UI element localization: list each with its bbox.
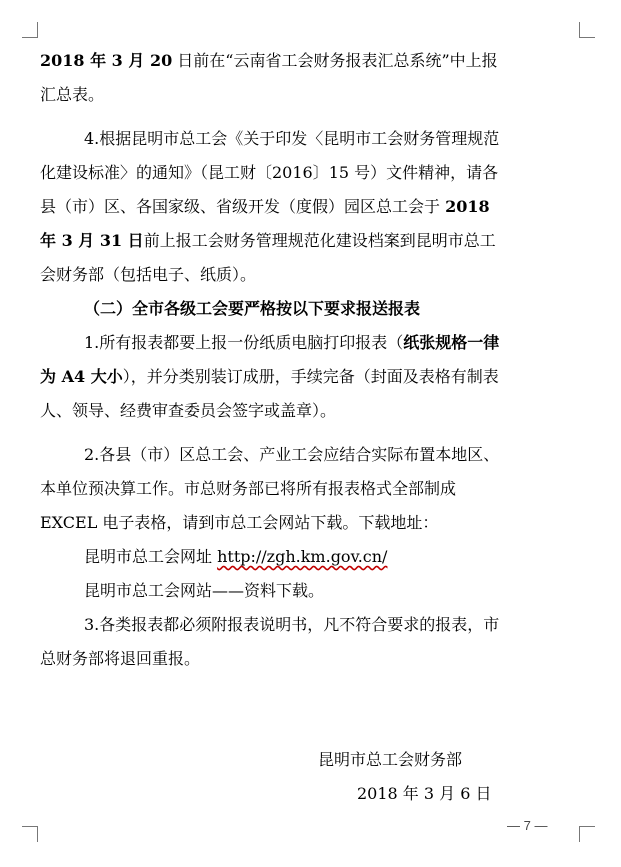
page-number: — 7 — (507, 818, 548, 833)
text-segment: 纸张规格一律 (403, 333, 500, 352)
text-line (40, 162, 498, 184)
crop-mark-top-right (579, 22, 595, 38)
text-line (40, 400, 336, 422)
text-line (40, 84, 104, 106)
text-line (84, 332, 499, 354)
text-segment: 会财务部（包括电子、纸质）。 (40, 265, 257, 284)
text-segment: 汇总表。 (40, 85, 105, 104)
text-line (40, 196, 490, 218)
text-segment: 2018 (445, 197, 490, 216)
text-line (40, 478, 456, 500)
text-segment: 昆明市总工会网站——资料下载。 (84, 581, 325, 600)
text-segment: ），并分类别装订成册，手续完备（封面及表格有制表 (122, 367, 499, 386)
text-segment: 2018 年 3 月 20 (40, 51, 173, 70)
text-segment: 前上报工会财务管理规范化建设档案到昆明市总工 (143, 231, 496, 250)
text-line (40, 50, 498, 72)
text-line (84, 580, 324, 602)
text-segment: 日前在“云南省工会财务报表汇总系统”中上报 (172, 51, 498, 70)
crop-mark-top-left (22, 22, 38, 38)
text-line (84, 546, 387, 568)
text-segment: 3.各类报表都必须附报表说明书，凡不符合要求的报表，市 (84, 615, 500, 634)
text-segment: 人、领导、经费审查委员会签字或盖章）。 (40, 401, 337, 420)
signature-date: 2018 年 3 月 6 日 (357, 784, 492, 803)
crop-mark-bottom-right (579, 826, 595, 842)
text-line (40, 264, 256, 286)
signature-organization: 昆明市总工会财务部 (318, 750, 463, 769)
text-segment: 年 3 月 31 日 (40, 231, 144, 250)
text-segment: 本单位预决算工作。市总财务部已将所有报表格式全部制成 (40, 479, 457, 498)
text-line (40, 512, 438, 534)
text-segment: 1.所有报表都要上报一份纸质电脑打印报表（ (84, 333, 404, 352)
text-segment: 化建设标准〉的通知》（昆工财〔2016〕15 号）文件精神，请各 (40, 163, 499, 182)
text-segment: 总财务部将退回重报。 (40, 649, 201, 668)
text-segment: 县（市）区、各国家级、省级开发（度假）园区总工会于 (40, 197, 446, 216)
crop-mark-bottom-left (22, 826, 38, 842)
text-line (40, 230, 496, 252)
text-line (40, 648, 200, 670)
website-link[interactable]: http://zgh.km.gov.cn/ (217, 547, 388, 566)
text-segment: 4.根据昆明市总工会《关于印发〈昆明市工会财务管理规范 (84, 129, 500, 148)
text-line (84, 298, 420, 320)
text-line (84, 444, 499, 466)
text-segment: 昆明市总工会网址 (84, 547, 218, 566)
text-segment: （二）全市各级工会要严格按以下要求报送报表 (84, 299, 421, 318)
text-line (40, 366, 499, 388)
text-line (84, 614, 499, 636)
text-segment: 为 A4 大小 (40, 367, 123, 386)
text-segment: 2.各县（市）区总工会、产业工会应结合实际布置本地区、 (84, 445, 500, 464)
text-line (84, 128, 499, 150)
text-segment: EXCEL 电子表格，请到市总工会网站下载。下载地址： (40, 513, 439, 532)
